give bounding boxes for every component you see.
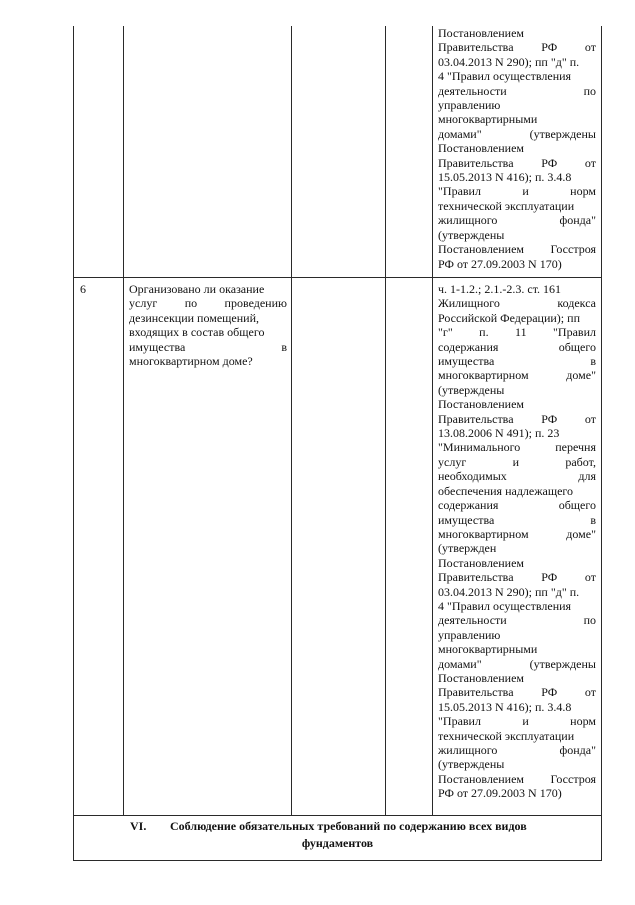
text-fragment: РФ bbox=[541, 685, 558, 700]
text-line bbox=[438, 325, 596, 339]
text-line bbox=[438, 700, 596, 714]
text-line bbox=[438, 772, 596, 786]
text-fragment: кодекса bbox=[557, 296, 596, 311]
text-fragment: (утверждены bbox=[529, 656, 596, 671]
text-fragment: (утвержден bbox=[438, 541, 497, 556]
text-fragment: РФ от 27.09.2003 N 170) bbox=[438, 786, 562, 801]
text-fragment: норм bbox=[570, 714, 596, 729]
text-fragment: ч. 1-1.2.; 2.1.-2.3. ст. 161 bbox=[438, 282, 562, 296]
text-line bbox=[438, 184, 596, 198]
text-fragment: домами" bbox=[438, 126, 482, 141]
inspection-question bbox=[129, 282, 287, 368]
table-border-bottom bbox=[73, 860, 602, 861]
text-line bbox=[438, 311, 596, 325]
text-fragment: входящих в состав общего bbox=[129, 325, 265, 340]
column-divider-1 bbox=[123, 26, 124, 815]
text-line bbox=[438, 685, 596, 699]
text-line bbox=[438, 757, 596, 771]
text-line bbox=[438, 340, 596, 354]
text-line bbox=[438, 729, 596, 743]
text-fragment: Российской Федерации); пп bbox=[438, 310, 580, 325]
text-line bbox=[438, 199, 596, 213]
text-fragment: РФ bbox=[541, 155, 558, 170]
text-fragment: "Правил bbox=[553, 325, 596, 340]
text-line bbox=[438, 354, 596, 368]
text-line bbox=[129, 282, 287, 296]
text-line bbox=[438, 40, 596, 54]
text-line bbox=[438, 69, 596, 83]
text-line bbox=[438, 228, 596, 242]
text-line bbox=[438, 628, 596, 642]
text-fragment: Постановлением bbox=[438, 141, 525, 156]
text-fragment: п. bbox=[479, 325, 489, 340]
text-line bbox=[438, 455, 596, 469]
text-fragment: 11 bbox=[515, 325, 527, 340]
text-line bbox=[438, 671, 596, 685]
text-fragment: в bbox=[590, 354, 596, 369]
text-line bbox=[438, 556, 596, 570]
text-fragment: домами" bbox=[438, 656, 482, 671]
text-line bbox=[438, 657, 596, 671]
text-line bbox=[438, 527, 596, 541]
text-fragment: технической эксплуатации bbox=[438, 728, 575, 743]
text-line bbox=[438, 368, 596, 382]
text-fragment: 4 "Правил осуществления bbox=[438, 598, 572, 613]
previous-row-legal-basis bbox=[438, 26, 596, 271]
text-fragment: многоквартирном bbox=[438, 526, 529, 541]
text-fragment: многоквартирными bbox=[438, 112, 538, 127]
text-line bbox=[438, 127, 596, 141]
text-fragment: доме" bbox=[566, 526, 596, 541]
text-line bbox=[129, 325, 287, 339]
text-fragment: норм bbox=[570, 184, 596, 199]
text-fragment: от bbox=[584, 155, 596, 170]
text-fragment: 4 "Правил осуществления bbox=[438, 69, 572, 84]
text-line bbox=[438, 383, 596, 397]
text-fragment: Постановлением bbox=[438, 771, 525, 786]
text-line bbox=[438, 213, 596, 227]
text-line bbox=[438, 170, 596, 184]
text-line bbox=[438, 242, 596, 256]
legal-basis bbox=[438, 282, 596, 801]
text-line bbox=[438, 599, 596, 613]
text-fragment: РФ от 27.09.2003 N 170) bbox=[438, 256, 562, 271]
text-line bbox=[438, 55, 596, 69]
text-fragment: общего bbox=[558, 339, 596, 354]
text-fragment: деятельности bbox=[438, 83, 507, 98]
column-divider-4 bbox=[432, 26, 433, 815]
text-fragment: обеспечения надлежащего bbox=[438, 483, 574, 498]
text-fragment: услуг bbox=[129, 296, 158, 311]
text-line bbox=[129, 340, 287, 354]
text-fragment: для bbox=[578, 469, 596, 484]
text-line bbox=[438, 570, 596, 584]
text-fragment: от bbox=[584, 40, 596, 55]
text-fragment: деятельности bbox=[438, 613, 507, 628]
text-fragment: (утверждены bbox=[438, 757, 505, 772]
text-fragment: (утверждены bbox=[529, 126, 596, 141]
text-fragment: по bbox=[184, 296, 198, 311]
section-title-part2: фундаментов bbox=[301, 836, 374, 850]
text-line bbox=[438, 98, 596, 112]
text-line bbox=[438, 743, 596, 757]
text-fragment: содержания bbox=[438, 339, 499, 354]
text-fragment: от bbox=[584, 570, 596, 585]
text-fragment: проведению bbox=[224, 296, 287, 311]
text-fragment: "г" bbox=[438, 325, 453, 340]
text-line bbox=[438, 714, 596, 728]
text-line bbox=[438, 513, 596, 527]
text-line bbox=[129, 354, 287, 368]
text-line bbox=[438, 84, 596, 98]
text-fragment: РФ bbox=[541, 570, 558, 585]
text-fragment: Постановлением bbox=[438, 26, 525, 40]
text-fragment: от bbox=[584, 411, 596, 426]
text-line bbox=[438, 141, 596, 155]
row-divider-5-6 bbox=[73, 277, 602, 278]
text-fragment: Правительства bbox=[438, 685, 514, 700]
section-number: VI. bbox=[130, 819, 147, 833]
text-line bbox=[438, 498, 596, 512]
text-fragment: управлению bbox=[438, 627, 501, 642]
text-line bbox=[438, 469, 596, 483]
text-fragment: жилищного bbox=[438, 743, 498, 757]
section-heading-line1 bbox=[130, 817, 600, 835]
text-line bbox=[438, 26, 596, 40]
text-line bbox=[438, 282, 596, 296]
section-heading-line2 bbox=[73, 834, 602, 852]
text-fragment: Госстроя bbox=[550, 242, 596, 257]
text-fragment: Правительства bbox=[438, 40, 514, 55]
text-fragment: 03.04.2013 N 290); пп "д" п. bbox=[438, 54, 580, 69]
text-line bbox=[438, 397, 596, 411]
text-fragment: Госстроя bbox=[550, 771, 596, 786]
text-line bbox=[438, 541, 596, 555]
text-line bbox=[438, 585, 596, 599]
text-line bbox=[438, 257, 596, 271]
text-fragment: (утверждены bbox=[438, 382, 505, 397]
text-fragment: 15.05.2013 N 416); п. 3.4.8 bbox=[438, 699, 572, 714]
text-fragment: имущества bbox=[438, 512, 495, 527]
text-fragment: дезинсекции помещений, bbox=[129, 310, 260, 325]
text-fragment: "Минимального bbox=[438, 440, 521, 455]
text-fragment: многоквартирными bbox=[438, 642, 538, 657]
text-fragment: содержания bbox=[438, 498, 499, 513]
text-fragment: услуг bbox=[438, 454, 467, 469]
table-border-left bbox=[73, 26, 74, 861]
text-fragment: необходимых bbox=[438, 469, 507, 484]
text-fragment: фонда" bbox=[559, 213, 596, 228]
text-fragment: Правительства bbox=[438, 411, 514, 426]
text-fragment: от bbox=[584, 685, 596, 700]
text-line bbox=[438, 440, 596, 454]
text-fragment: в bbox=[281, 339, 287, 354]
text-line bbox=[438, 613, 596, 627]
text-fragment: (утверждены bbox=[438, 227, 505, 242]
table-border-right bbox=[601, 26, 602, 861]
text-fragment: перечня bbox=[555, 440, 596, 455]
text-line bbox=[438, 642, 596, 656]
text-line bbox=[438, 112, 596, 126]
text-fragment: фонда" bbox=[559, 743, 596, 757]
text-fragment: жилищного bbox=[438, 213, 498, 228]
text-line bbox=[438, 484, 596, 498]
text-fragment: и bbox=[512, 454, 520, 469]
text-fragment: "Правил bbox=[438, 714, 481, 729]
text-fragment: 03.04.2013 N 290); пп "д" п. bbox=[438, 584, 580, 599]
text-fragment: РФ bbox=[541, 411, 558, 426]
column-divider-3 bbox=[385, 26, 386, 815]
text-fragment: и bbox=[522, 714, 529, 729]
text-fragment: работ, bbox=[565, 454, 596, 469]
text-fragment: Постановлением bbox=[438, 242, 525, 257]
text-fragment: "Правил bbox=[438, 184, 481, 199]
text-fragment: имущества bbox=[129, 339, 186, 354]
text-fragment: по bbox=[583, 83, 596, 98]
text-fragment: 15.05.2013 N 416); п. 3.4.8 bbox=[438, 170, 572, 185]
text-line bbox=[438, 412, 596, 426]
text-fragment: технической эксплуатации bbox=[438, 198, 575, 213]
text-fragment: РФ bbox=[541, 40, 558, 55]
text-fragment: 13.08.2006 N 491); п. 23 bbox=[438, 426, 560, 441]
text-fragment: по bbox=[583, 613, 596, 628]
text-fragment: Постановлением bbox=[438, 397, 525, 412]
text-fragment: Правительства bbox=[438, 155, 514, 170]
text-fragment: общего bbox=[558, 498, 596, 513]
text-fragment: многоквартирном доме? bbox=[129, 354, 253, 369]
text-fragment: Организовано ли оказание bbox=[129, 282, 265, 296]
section-title-part1: Соблюдение обязательных требований по содержанию всех видов bbox=[170, 819, 527, 833]
text-line bbox=[129, 311, 287, 325]
text-fragment: и bbox=[522, 184, 529, 199]
text-fragment: многоквартирном bbox=[438, 368, 529, 383]
text-line bbox=[438, 786, 596, 800]
row-divider-6-section bbox=[73, 815, 602, 816]
text-fragment: управлению bbox=[438, 98, 501, 113]
column-divider-2 bbox=[291, 26, 292, 815]
row-number: 6 bbox=[80, 282, 86, 296]
text-line bbox=[438, 426, 596, 440]
text-line bbox=[129, 296, 287, 310]
text-line bbox=[438, 296, 596, 310]
text-fragment: Постановлением bbox=[438, 555, 525, 570]
text-line bbox=[438, 156, 596, 170]
text-fragment: Постановлением bbox=[438, 670, 525, 685]
text-fragment: Жилищного bbox=[438, 296, 500, 311]
text-fragment: имущества bbox=[438, 354, 495, 369]
text-fragment: Правительства bbox=[438, 570, 514, 585]
text-fragment: доме" bbox=[566, 368, 596, 383]
text-fragment: в bbox=[590, 512, 596, 527]
